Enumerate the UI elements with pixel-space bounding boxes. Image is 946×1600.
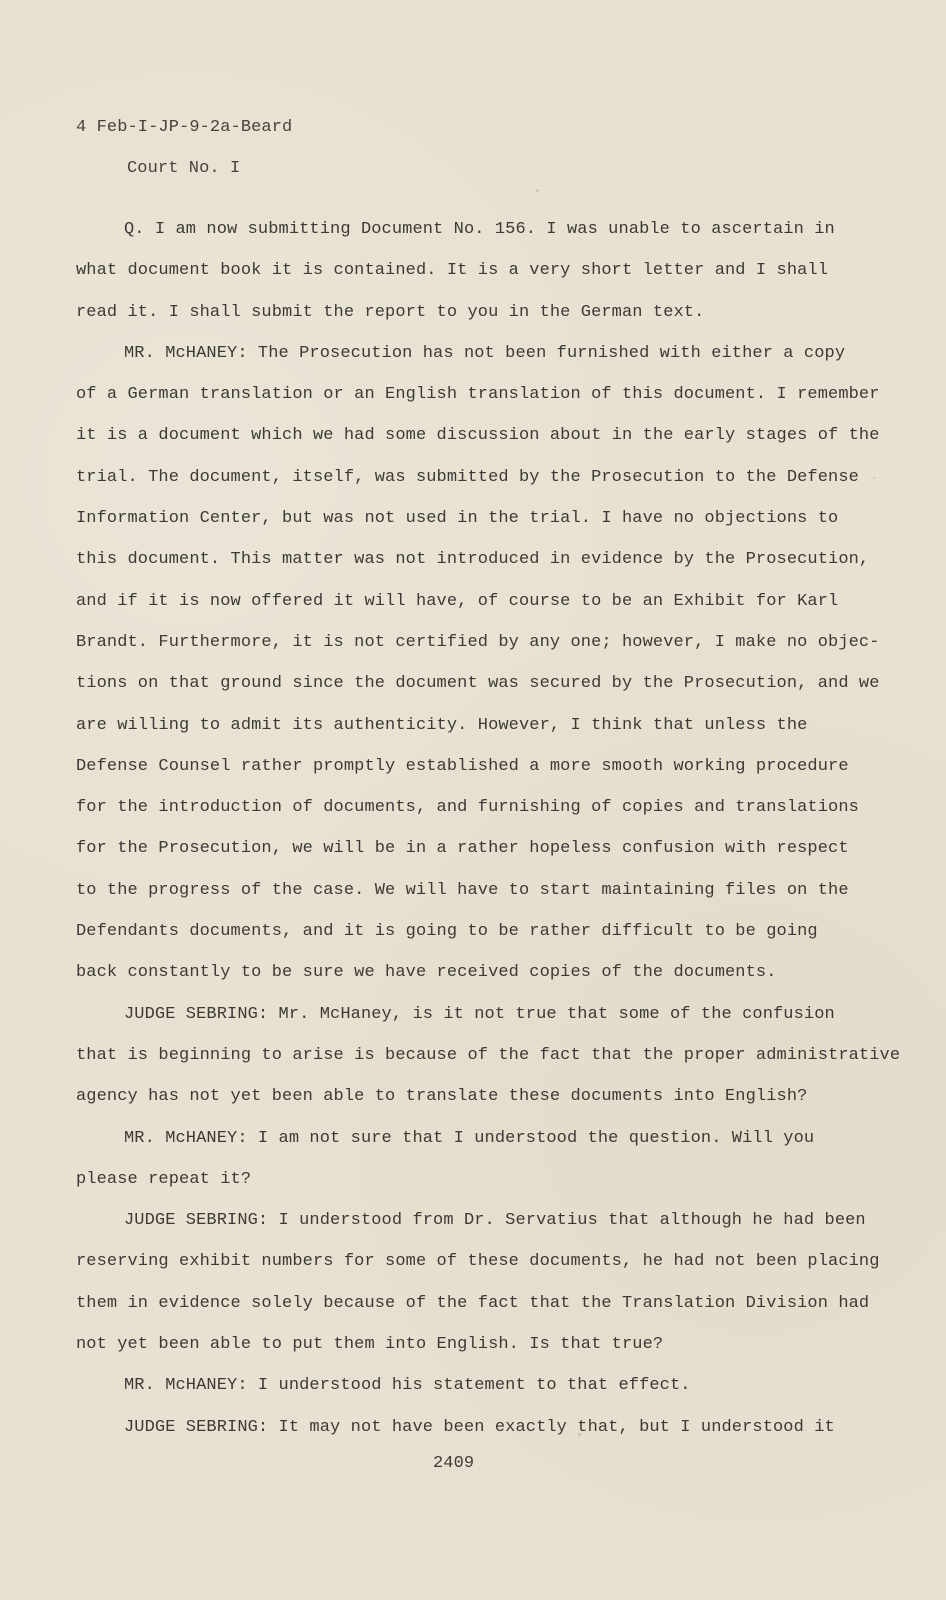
transcript-line: to the progress of the case. We will have to start maintaining files on the <box>76 880 849 900</box>
court-name: Court No. I <box>127 159 241 178</box>
transcript-line: Q. I am now submitting Document No. 156. I was unable to ascertain in <box>124 220 835 239</box>
transcript-line: this document. This matter was not introduced in evidence by the Prosecution, <box>76 550 870 570</box>
transcript-line: trial. The document, itself, was submitted by the Prosecution to the Defense <box>76 467 859 487</box>
speaker-line: JUDGE SEBRING: It may not have been exactly that, but I understood it <box>124 1417 835 1437</box>
speaker-line: MR. McHANEY: I am not sure that I understood the question. Will you <box>124 1128 815 1148</box>
transcript-line: Defense Counsel rather promptly established a more smooth working procedure <box>76 756 849 776</box>
transcript-line: and if it is now offered it will have, of course to be an Exhibit for Karl <box>76 591 839 611</box>
transcript-line: that is beginning to arise is because of the fact that the proper administrative <box>76 1045 901 1065</box>
transcript-line: agency has not yet been able to translate these documents into English? <box>76 1087 808 1107</box>
transcript-line: of a German translation or an English translation of this document. I remember <box>76 385 880 405</box>
transcript-line: them in evidence solely because of the fact that the Translation Division had <box>76 1293 870 1313</box>
transcript-line: for the Prosecution, we will be in a rather hopeless confusion with respect <box>76 839 849 859</box>
page-number: 2409 <box>433 1454 475 1473</box>
transcript-line: Defendants documents, and it is going to be rather difficult to be going <box>76 922 818 942</box>
transcript-line: please repeat it? <box>76 1169 252 1189</box>
speaker-line: JUDGE SEBRING: Mr. McHaney, is it not true that some of the confusion <box>124 1004 835 1024</box>
transcript-line: it is a document which we had some discussion about in the early stages of the <box>76 426 880 446</box>
transcript-line: reserving exhibit numbers for some of these documents, he had not been placing <box>76 1252 880 1272</box>
transcript-line: what document book it is contained. It is a very short letter and I shall <box>76 261 829 281</box>
speaker-line: MR. McHANEY: I understood his statement to that effect. <box>124 1376 691 1396</box>
transcript-body <box>76 209 901 1448</box>
transcript-line: for the introduction of documents, and furnishing of copies and translations <box>76 798 859 818</box>
transcript-line: tions on that ground since the document was secured by the Prosecution, and we <box>76 674 880 694</box>
transcript-line: back constantly to be sure we have received copies of the documents. <box>76 963 777 983</box>
transcript-line: Brandt. Furthermore, it is not certified by any one; however, I make no objec- <box>76 632 880 652</box>
transcript-line: are willing to admit its authenticity. However, I think that unless the <box>76 715 808 735</box>
speaker-line: MR. McHANEY: The Prosecution has not been furnished with either a copy <box>124 343 846 363</box>
speaker-line: JUDGE SEBRING: I understood from Dr. Servatius that although he had been <box>124 1211 866 1231</box>
transcript-line: Information Center, but was not used in the trial. I have no objections to <box>76 509 839 529</box>
document-header: 4 Feb-I-JP-9-2a-Beard <box>76 118 293 137</box>
transcript-line: not yet been able to put them into English. Is that true? <box>76 1335 664 1355</box>
transcript-line: read it. I shall submit the report to you in the German text. <box>76 302 705 322</box>
